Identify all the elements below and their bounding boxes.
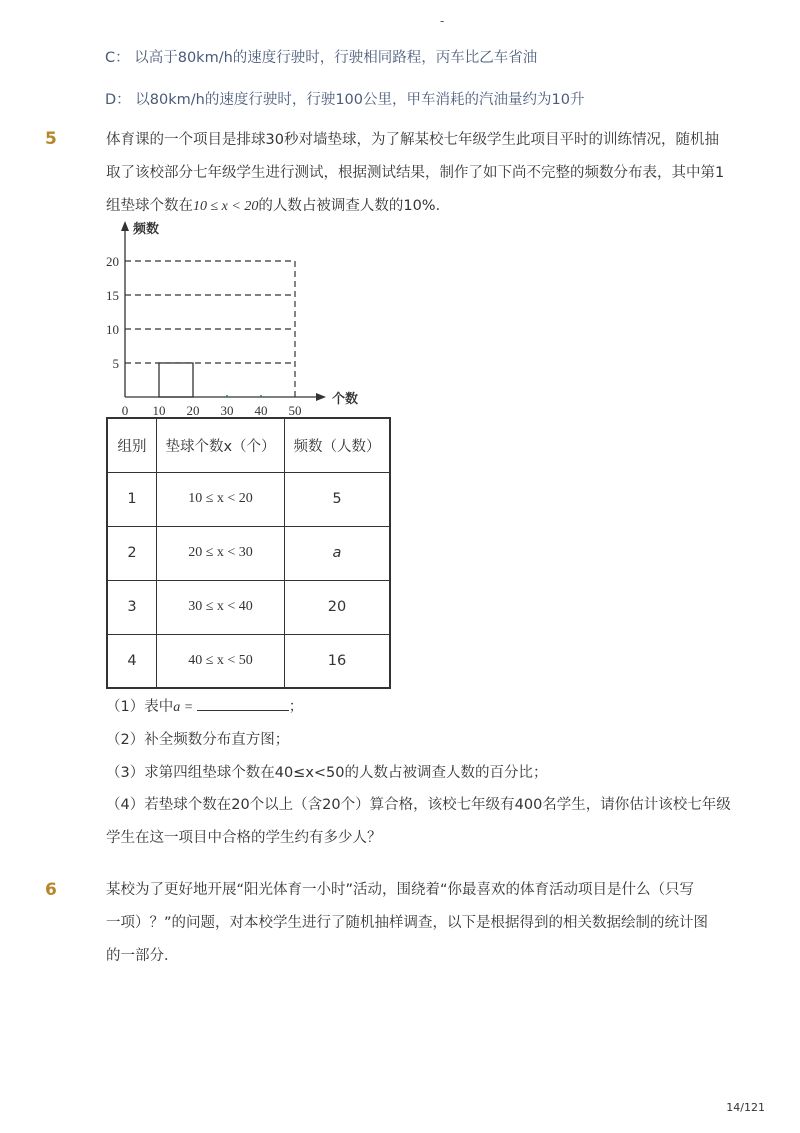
sub-question-4-line-1: （4）若垫球个数在20个以上（含20个）算合格，该校七年级有400名学生，请你估计该校七年级 <box>106 797 731 813</box>
y-axis-label: 频数 <box>133 221 160 236</box>
y-tick-label-5: 5 <box>112 356 119 371</box>
cell-frequency: 20 <box>285 580 391 634</box>
y-tick-label-10: 10 <box>106 322 119 337</box>
sub-question-3: （3）求第四组垫球个数在40≤x<50的人数占被调查人数的百分比； <box>106 765 548 781</box>
question-5-stem <box>106 124 726 223</box>
cell-range: 40 ≤ x < 50 <box>157 634 285 688</box>
cell-group: 2 <box>107 526 157 580</box>
y-tick-label-15: 15 <box>106 288 119 303</box>
cell-range: 30 ≤ x < 40 <box>157 580 285 634</box>
x-axis-label: 个数 <box>332 391 359 406</box>
table-row <box>107 580 390 634</box>
table-row <box>107 634 390 688</box>
cell-frequency: 5 <box>285 472 391 526</box>
x-tick-label-10: 10 <box>152 403 166 418</box>
x-tick-label-40: 40 <box>254 403 268 418</box>
question-6-number: 6 <box>45 880 57 900</box>
cell-frequency: a <box>285 526 391 580</box>
q5-line-2: 取了该校部分七年级学生进行测试，根据测试结果，制作了如下尚不完整的频数分布表，其中第1 <box>106 165 725 181</box>
option-d: D： 以80km/h的速度行驶时，行驶100公里，甲车消耗的汽油量约为10升 <box>105 92 585 108</box>
sub-question-4-line-2: 学生在这一项目中合格的学生约有多少人？ <box>106 830 382 846</box>
option-c: C： 以高于80km/h的速度行驶时，行驶相同路程，丙车比乙车省油 <box>105 50 538 66</box>
header-group: 组别 <box>107 418 157 472</box>
x-tick-label-20: 20 <box>186 403 200 418</box>
question-5-number: 5 <box>45 129 57 149</box>
y-tick-label-20: 20 <box>106 254 119 269</box>
answer-blank[interactable] <box>197 696 289 711</box>
x-axis-arrow <box>316 393 326 401</box>
q6-line-3: 的一部分． <box>106 948 179 964</box>
q6-line-1: 某校为了更好地开展“阳光体育一小时”活动，围绕着“你最喜欢的体育活动项目是什么（只写 <box>106 882 695 898</box>
table-row <box>107 472 390 526</box>
sub-question-2: （2）补全频数分布直方图； <box>106 732 290 748</box>
cell-range: 10 ≤ x < 20 <box>157 472 285 526</box>
histogram-plot <box>106 221 358 418</box>
cell-group: 4 <box>107 634 157 688</box>
x-tick-label-50: 50 <box>288 403 302 418</box>
header-frequency: 频数（人数） <box>285 418 391 472</box>
sub-question-1: （1）表中a = ； <box>106 696 303 718</box>
y-axis-arrow <box>121 221 129 231</box>
q5-line-3: 组垫球个数在10 ≤ x < 20的人数占被调查人数的10%． <box>106 198 451 214</box>
x-tick-label-0: 0 <box>121 403 129 418</box>
question-6-stem <box>106 874 726 973</box>
q6-line-2: 一项）？”的问题，对本校学生进行了随机抽样调查，以下是根据得到的相关数据绘制的统计图 <box>106 915 709 931</box>
q5-range-math: 10 ≤ x < 20 <box>193 199 259 214</box>
table-header-row <box>107 418 390 472</box>
header-mark: - <box>440 14 445 28</box>
table-row <box>107 526 390 580</box>
frequency-table <box>106 417 391 689</box>
page-number: 14/121 <box>726 1101 765 1114</box>
histogram-bar <box>159 363 193 397</box>
cell-range: 20 ≤ x < 30 <box>157 526 285 580</box>
q5-line-1: 体育课的一个项目是排球30秒对墙垫球，为了解某校七年级学生此项目平时的训练情况，随机抽 <box>106 132 719 148</box>
header-range: 垫球个数x（个） <box>157 418 285 472</box>
cell-frequency: 16 <box>285 634 391 688</box>
cell-group: 3 <box>107 580 157 634</box>
cell-group: 1 <box>107 472 157 526</box>
frequency-histogram <box>0 215 400 420</box>
x-tick-label-30: 30 <box>220 403 234 418</box>
